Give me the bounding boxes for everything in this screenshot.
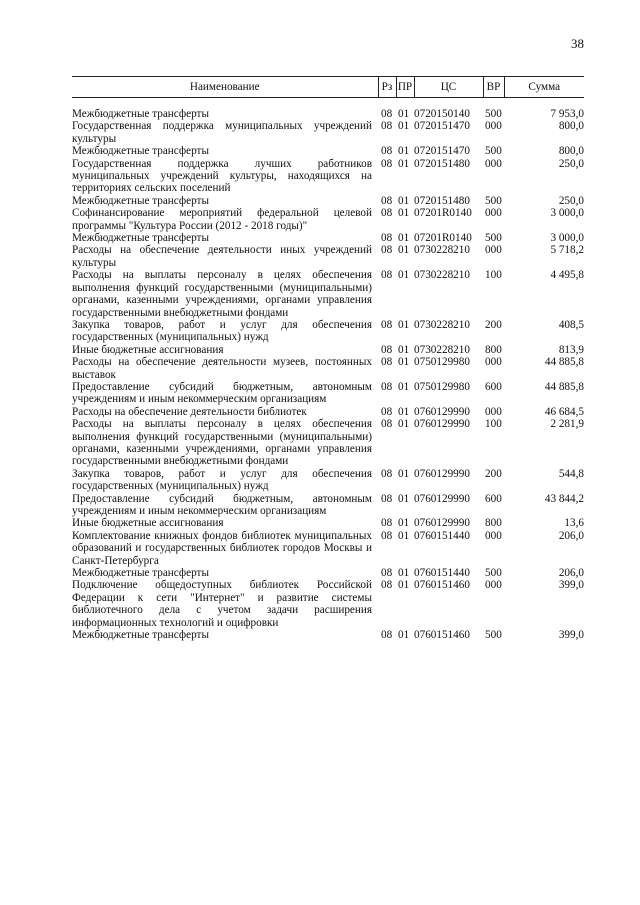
table-row	[72, 232, 584, 244]
header-pr: ПР	[396, 77, 414, 98]
row-vr: 000	[485, 157, 502, 170]
row-name: Подключение общедоступных библиотек Российской Федерации к сети "Интернет" и развитие системы библиотечного дела с учетом задачи расширения информационных технологий и оцифровки	[72, 579, 372, 629]
row-vr: 600	[485, 492, 502, 505]
row-name: Предоставление субсидий бюджетным, автономным учреждениям и иным некоммерческим организациям	[72, 380, 372, 406]
row-sum: 399,0	[558, 629, 584, 642]
table-row	[72, 406, 584, 418]
row-name: Расходы на обеспечение деятельности иных учреждений культуры	[72, 244, 372, 269]
row-pr: 01	[398, 529, 410, 542]
table-row	[72, 530, 584, 567]
row-rz: 08	[381, 343, 393, 356]
table-row	[72, 567, 584, 579]
table-row	[72, 629, 584, 641]
row-name: Расходы на выплаты персоналу в целях обеспечения выполнения функций государственными (муниципальными) органами, казенными учреждениями, органами управления государственными внебюджетными фондами	[72, 269, 372, 319]
row-pr: 01	[398, 194, 410, 207]
page-number: 38	[571, 36, 584, 51]
row-rz: 08	[381, 194, 393, 207]
row-name: Межбюджетные трансферты	[72, 629, 209, 642]
row-cs: 0730228210	[414, 269, 470, 282]
row-sum: 800,0	[558, 120, 584, 133]
row-sum: 2 281,9	[550, 418, 584, 431]
row-vr: 800	[485, 343, 502, 356]
row-rz: 08	[381, 567, 393, 580]
row-rz: 08	[381, 418, 393, 431]
table-body	[72, 98, 584, 642]
row-cs: 0730228210	[414, 244, 470, 257]
row-sum: 43 844,2	[544, 492, 584, 505]
row-cs: 0720151480	[414, 157, 470, 170]
row-rz: 08	[381, 629, 393, 642]
row-rz: 08	[381, 157, 393, 170]
row-cs: 0760129990	[414, 517, 470, 530]
header-spacer	[72, 98, 584, 109]
budget-table	[72, 76, 584, 641]
row-pr: 01	[398, 517, 410, 530]
table-row	[72, 108, 584, 120]
row-sum: 206,0	[558, 567, 584, 580]
row-name: Межбюджетные трансферты	[72, 194, 209, 207]
row-name: Закупка товаров, работ и услуг для обеспечения государственных (муниципальных) нужд	[72, 467, 372, 493]
row-rz: 08	[381, 380, 393, 393]
row-name: Межбюджетные трансферты	[72, 108, 209, 120]
row-vr: 500	[485, 108, 502, 120]
row-rz: 08	[381, 318, 393, 331]
table-row	[72, 356, 584, 381]
row-sum: 5 718,2	[550, 244, 584, 257]
row-pr: 01	[398, 579, 410, 592]
row-vr: 800	[485, 517, 502, 530]
row-vr: 000	[485, 207, 502, 220]
row-pr: 01	[398, 418, 410, 431]
row-vr: 600	[485, 380, 502, 393]
row-rz: 08	[381, 232, 393, 245]
row-name: Расходы на обеспечение деятельности музеев, постоянных выставок	[72, 356, 372, 381]
row-cs: 0760151460	[414, 629, 470, 642]
row-name: Софинансирование мероприятий федеральной целевой программы "Культура России (2012 - 2018 годы)"	[72, 207, 372, 232]
row-rz: 08	[381, 108, 393, 120]
row-rz: 08	[381, 269, 393, 282]
row-sum: 7 953,0	[550, 108, 584, 120]
row-cs: 0760129990	[414, 492, 470, 505]
row-rz: 08	[381, 467, 393, 480]
row-sum: 813,9	[558, 343, 584, 356]
table-header-row	[72, 77, 584, 98]
table-row	[72, 195, 584, 207]
row-cs: 0730228210	[414, 343, 470, 356]
row-vr: 000	[485, 356, 502, 369]
row-sum: 399,0	[558, 579, 584, 592]
header-name: Наименование	[72, 77, 378, 98]
row-name: Межбюджетные трансферты	[72, 567, 209, 580]
table-row	[72, 468, 584, 493]
row-cs: 0750129980	[414, 356, 470, 369]
row-name: Комплектование книжных фондов библиотек муниципальных образований и государственных библиотек городов Москвы и Санкт-Петербурга	[72, 529, 372, 567]
row-pr: 01	[398, 269, 410, 282]
table-row	[72, 344, 584, 356]
row-vr: 500	[485, 194, 502, 207]
row-rz: 08	[381, 207, 393, 220]
row-pr: 01	[398, 567, 410, 580]
row-cs: 0760151440	[414, 567, 470, 580]
row-name: Закупка товаров, работ и услуг для обеспечения государственных (муниципальных) нужд	[72, 318, 372, 344]
row-vr: 000	[485, 405, 502, 418]
row-cs: 0720151470	[414, 145, 470, 158]
row-vr: 200	[485, 318, 502, 331]
table-row	[72, 207, 584, 232]
row-rz: 08	[381, 405, 393, 418]
row-name: Расходы на обеспечение деятельности библиотек	[72, 405, 307, 418]
row-sum: 250,0	[558, 157, 584, 170]
row-vr: 500	[485, 145, 502, 158]
row-name: Иные бюджетные ассигнования	[72, 517, 224, 530]
row-pr: 01	[398, 492, 410, 505]
row-sum: 13,6	[564, 517, 584, 530]
row-cs: 07201R0140	[414, 232, 472, 245]
row-pr: 01	[398, 108, 410, 120]
row-pr: 01	[398, 244, 410, 257]
row-cs: 0750129980	[414, 380, 470, 393]
row-sum: 250,0	[558, 194, 584, 207]
table-row	[72, 244, 584, 269]
row-name: Межбюджетные трансферты	[72, 145, 209, 158]
row-vr: 000	[485, 579, 502, 592]
row-cs: 0720150140	[414, 108, 470, 120]
row-rz: 08	[381, 517, 393, 530]
row-vr: 000	[485, 120, 502, 133]
row-cs: 0720151470	[414, 120, 470, 133]
header-sum: Сумма	[504, 77, 584, 98]
row-vr: 500	[485, 232, 502, 245]
table-row	[72, 579, 584, 629]
row-rz: 08	[381, 492, 393, 505]
row-vr: 100	[485, 418, 502, 431]
row-vr: 000	[485, 244, 502, 257]
table-row	[72, 418, 584, 468]
row-vr: 200	[485, 467, 502, 480]
row-sum: 4 495,8	[550, 269, 584, 282]
table-row	[72, 493, 584, 518]
row-name: Расходы на выплаты персоналу в целях обеспечения выполнения функций государственными (муниципальными) органами, казенными учреждениями, органами управления государственными внебюджетными фондами	[72, 418, 372, 468]
table-row	[72, 269, 584, 319]
row-rz: 08	[381, 244, 393, 257]
row-sum: 206,0	[558, 529, 584, 542]
row-sum: 408,5	[558, 318, 584, 331]
row-cs: 0720151480	[414, 194, 470, 207]
row-sum: 44 885,8	[544, 380, 584, 393]
row-cs: 0760151460	[414, 579, 470, 592]
row-sum: 44 885,8	[544, 356, 584, 369]
table-row	[72, 158, 584, 195]
row-rz: 08	[381, 120, 393, 133]
row-vr: 100	[485, 269, 502, 282]
row-name: Государственная поддержка муниципальных учреждений культуры	[72, 120, 372, 145]
table-row	[72, 381, 584, 406]
row-pr: 01	[398, 120, 410, 133]
header-cs: ЦС	[414, 77, 483, 98]
row-pr: 01	[398, 157, 410, 170]
row-name: Межбюджетные трансферты	[72, 232, 209, 245]
row-pr: 01	[398, 405, 410, 418]
row-pr: 01	[398, 232, 410, 245]
row-cs: 0760129990	[414, 405, 470, 418]
row-pr: 01	[398, 356, 410, 369]
row-name: Государственная поддержка лучших работников муниципальных учреждений культуры, находящихся на территориях сельских поселений	[72, 157, 372, 195]
row-pr: 01	[398, 629, 410, 642]
row-pr: 01	[398, 343, 410, 356]
row-pr: 01	[398, 207, 410, 220]
row-rz: 08	[381, 529, 393, 542]
row-sum: 544,8	[558, 467, 584, 480]
row-name: Предоставление субсидий бюджетным, автономным учреждениям и иным некоммерческим организациям	[72, 492, 372, 517]
row-pr: 01	[398, 467, 410, 480]
row-cs: 0760151440	[414, 529, 470, 542]
table-row	[72, 319, 584, 344]
table-row	[72, 145, 584, 157]
row-vr: 000	[485, 529, 502, 542]
row-rz: 08	[381, 145, 393, 158]
row-cs: 0730228210	[414, 318, 470, 331]
row-vr: 500	[485, 629, 502, 642]
row-pr: 01	[398, 318, 410, 331]
row-rz: 08	[381, 356, 393, 369]
row-pr: 01	[398, 145, 410, 158]
row-sum: 3 000,0	[550, 232, 584, 245]
row-sum: 3 000,0	[550, 207, 584, 220]
row-cs: 07201R0140	[414, 207, 472, 220]
header-rz: Рз	[378, 77, 396, 98]
row-cs: 0760129990	[414, 418, 470, 431]
row-name: Иные бюджетные ассигнования	[72, 343, 224, 356]
row-cs: 0760129990	[414, 467, 470, 480]
row-pr: 01	[398, 380, 410, 393]
table-row	[72, 517, 584, 529]
row-vr: 500	[485, 567, 502, 580]
row-sum: 800,0	[558, 145, 584, 158]
header-vr: ВР	[483, 77, 504, 98]
row-sum: 46 684,5	[544, 405, 584, 418]
row-rz: 08	[381, 579, 393, 592]
table-row	[72, 120, 584, 145]
